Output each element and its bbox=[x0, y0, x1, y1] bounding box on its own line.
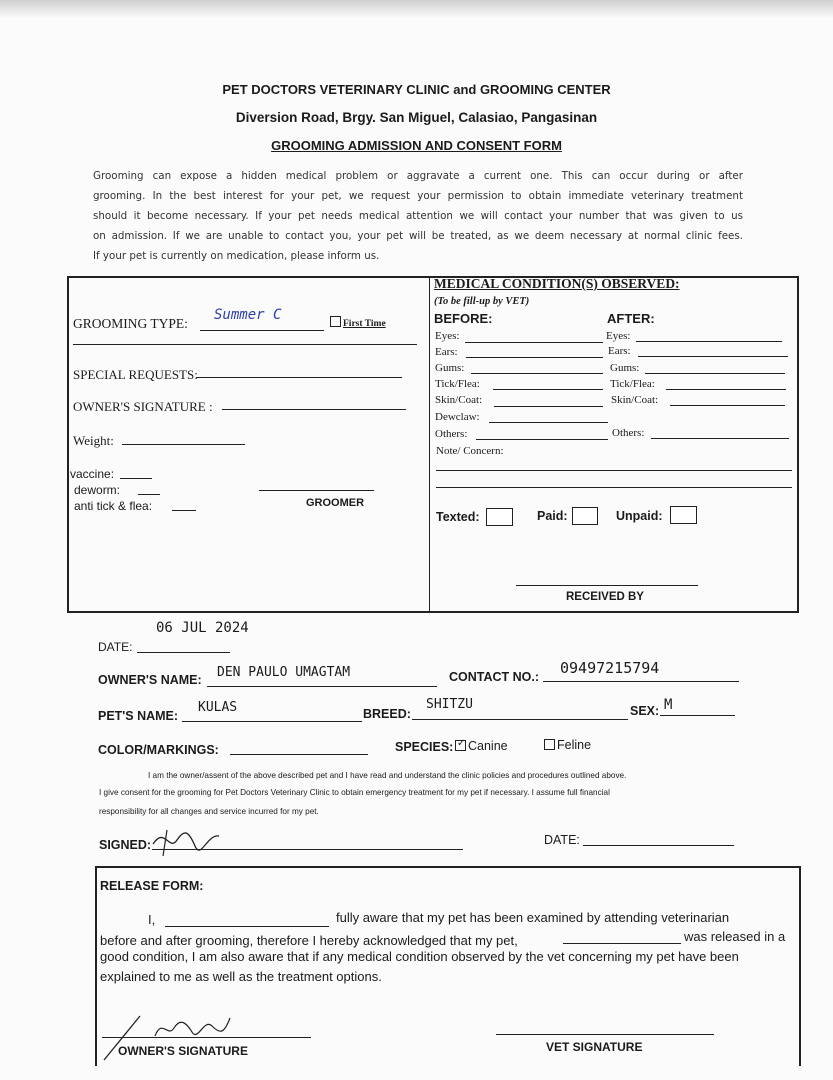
release-line4: explained to me as well as the treatment options. bbox=[100, 969, 382, 984]
consent-line: I am the owner/assent of the above described pet and I have read and understand the clinic policies and procedures outlined above. bbox=[148, 771, 627, 780]
color-markings-label: COLOR/MARKINGS: bbox=[98, 743, 219, 757]
after-skincoat-label: Skin/Coat: bbox=[611, 394, 659, 406]
note-concern-label: Note/ Concern: bbox=[436, 445, 504, 457]
after-label: AFTER: bbox=[607, 311, 655, 326]
after-others-label: Others: bbox=[612, 427, 645, 439]
release-owner-name-field[interactable] bbox=[165, 926, 329, 927]
after-ears-field[interactable] bbox=[638, 356, 788, 357]
special-requests-field[interactable] bbox=[196, 377, 402, 378]
before-eyes-label: Eyes: bbox=[435, 330, 460, 342]
before-dewclaw-field[interactable] bbox=[489, 422, 608, 423]
before-skincoat-label: Skin/Coat: bbox=[435, 394, 483, 406]
sex-label: SEX: bbox=[630, 704, 660, 718]
vaccine-label: vaccine: bbox=[70, 467, 115, 481]
breed-value: SHITZU bbox=[426, 697, 473, 712]
weight-label: Weight: bbox=[73, 433, 114, 448]
deworm-label: deworm: bbox=[74, 483, 121, 497]
before-ears-field[interactable] bbox=[466, 357, 603, 358]
species-canine-option[interactable] bbox=[455, 739, 508, 753]
release-line1-end: fully aware that my pet has been examined by attending veterinarian bbox=[336, 910, 730, 925]
release-pet-name-field[interactable] bbox=[563, 943, 681, 944]
breed-field[interactable] bbox=[412, 719, 628, 720]
after-tickflea-label: Tick/Flea: bbox=[610, 378, 655, 390]
owner-name-label: OWNER'S NAME: bbox=[98, 673, 202, 687]
consent-line: I give consent for the grooming for Pet Doctors Veterinary Clinic to obtain emergency treatment for my pet if necessary. I assume full financial bbox=[99, 788, 610, 797]
before-label: BEFORE: bbox=[434, 311, 493, 326]
form-title: GROOMING ADMISSION AND CONSENT FORM bbox=[271, 138, 562, 153]
clinic-address: Diversion Road, Brgy. San Miguel, Calasiao, Pangasinan bbox=[235, 110, 598, 125]
vet-signature-field[interactable] bbox=[496, 1034, 714, 1035]
consent-date-label: DATE: bbox=[544, 833, 580, 847]
date-value: 06 JUL 2024 bbox=[156, 620, 249, 636]
first-time-label: First Time bbox=[343, 319, 386, 329]
after-tickflea-field[interactable] bbox=[666, 389, 786, 390]
grooming-type-label: GROOMING TYPE: bbox=[73, 316, 188, 331]
pet-name-label: PET'S NAME: bbox=[98, 709, 179, 723]
intro-line: Grooming can expose a hidden medical problem or aggravate a current one. This can occur during or after bbox=[93, 170, 743, 182]
first-time-option[interactable] bbox=[330, 316, 386, 329]
intro-line: If your pet is currently on medication, please inform us. bbox=[93, 250, 380, 262]
release-owner-signature-label: OWNER'S SIGNATURE bbox=[118, 1044, 248, 1058]
feline-checkbox[interactable] bbox=[544, 739, 555, 750]
release-line1-start: I, bbox=[148, 912, 156, 927]
deworm-field[interactable] bbox=[138, 494, 160, 495]
before-skincoat-field[interactable] bbox=[494, 406, 603, 407]
release-line2-end: was released in a bbox=[684, 929, 786, 944]
before-others-label: Others: bbox=[435, 428, 468, 440]
release-title: RELEASE FORM: bbox=[100, 879, 204, 893]
grooming-type-field[interactable] bbox=[200, 330, 324, 331]
release-line2-start: before and after grooming, therefore I hereby acknowledged that my pet, bbox=[100, 933, 518, 948]
antitick-label: anti tick & flea: bbox=[74, 499, 153, 513]
medical-title: MEDICAL CONDITION(S) OBSERVED: bbox=[434, 276, 680, 291]
after-others-field[interactable] bbox=[651, 438, 789, 439]
after-eyes-label: Eyes: bbox=[606, 330, 631, 342]
before-dewclaw-label: Dewclaw: bbox=[435, 411, 480, 423]
special-requests-label: SPECIAL REQUESTS: bbox=[73, 367, 198, 382]
canine-label: Canine bbox=[468, 739, 508, 753]
release-line3: good condition, I am also aware that if any medical condition observed by the vet concerning my pet have been bbox=[100, 949, 739, 964]
texted-label: Texted: bbox=[436, 510, 480, 524]
received-by-field[interactable] bbox=[516, 585, 698, 586]
owner-name-field[interactable] bbox=[207, 686, 437, 687]
vaccine-field[interactable] bbox=[120, 478, 152, 479]
after-eyes-field[interactable] bbox=[636, 341, 782, 342]
owner-signature-label: OWNER'S SIGNATURE : bbox=[73, 399, 213, 414]
contact-field[interactable] bbox=[543, 681, 739, 682]
after-ears-label: Ears: bbox=[608, 345, 631, 357]
before-others-field[interactable] bbox=[476, 439, 608, 440]
groomer-label: GROOMER bbox=[306, 497, 365, 509]
owner-signature-field[interactable] bbox=[222, 409, 406, 410]
sex-field[interactable] bbox=[660, 715, 735, 716]
before-gums-label: Gums: bbox=[435, 362, 465, 374]
pet-name-field[interactable] bbox=[182, 721, 362, 722]
breed-label: BREED: bbox=[363, 707, 411, 721]
before-gums-field[interactable] bbox=[471, 373, 603, 374]
medical-subtitle: (To be fill-up by VET) bbox=[434, 296, 530, 307]
contact-value: 09497215794 bbox=[560, 659, 660, 677]
before-eyes-field[interactable] bbox=[465, 342, 603, 343]
species-label: SPECIES: bbox=[395, 740, 454, 754]
owner-signature-scribble bbox=[145, 822, 225, 862]
vet-signature-label: VET SIGNATURE bbox=[546, 1040, 643, 1054]
after-gums-label: Gums: bbox=[610, 362, 640, 374]
weight-field[interactable] bbox=[122, 444, 245, 445]
color-markings-field[interactable] bbox=[230, 754, 368, 755]
intro-line: should it become necessary. If your pet needs medical attention we will contact your number that was given to us bbox=[93, 210, 743, 222]
contact-label: CONTACT NO.: bbox=[449, 670, 540, 684]
consent-line: responsibility for all changes and service incurred for my pet. bbox=[99, 807, 319, 816]
before-tickflea-field[interactable] bbox=[493, 389, 603, 390]
texted-checkbox[interactable] bbox=[486, 508, 513, 526]
release-signature-scribble bbox=[100, 1008, 240, 1063]
intro-line: on admission. If we are unable to contact you, your pet will be treated, as we deem necessary at normal clinic fees. bbox=[93, 230, 743, 242]
intro-paragraph bbox=[93, 166, 743, 266]
owner-name-value: DEN PAULO UMAGTAM bbox=[217, 665, 351, 680]
date-field[interactable] bbox=[137, 652, 230, 653]
paid-label: Paid: bbox=[537, 509, 568, 523]
scan-top-edge bbox=[0, 0, 833, 18]
date-label: DATE: bbox=[98, 640, 133, 654]
grooming-type-value: Summer C bbox=[214, 307, 282, 323]
unpaid-label: Unpaid: bbox=[616, 509, 663, 523]
clinic-name: PET DOCTORS VETERINARY CLINIC and GROOMING CENTER bbox=[222, 82, 611, 97]
after-gums-field[interactable] bbox=[645, 373, 785, 374]
first-time-checkbox[interactable] bbox=[330, 316, 341, 327]
species-feline-option[interactable] bbox=[544, 738, 591, 752]
unpaid-checkbox[interactable] bbox=[670, 506, 697, 524]
before-ears-label: Ears: bbox=[435, 346, 458, 358]
groomer-signature-field[interactable] bbox=[259, 490, 374, 491]
antitick-field[interactable] bbox=[172, 510, 196, 511]
feline-label: Feline bbox=[557, 738, 592, 752]
grooming-extra-line[interactable] bbox=[73, 344, 417, 345]
intro-line: grooming. In the best interest for your pet, we request your permission to obtain immediate veterinary treatment bbox=[93, 190, 743, 202]
sex-value: M bbox=[664, 697, 673, 713]
paid-checkbox[interactable] bbox=[572, 507, 598, 525]
consent-date-field[interactable] bbox=[583, 845, 734, 846]
after-skincoat-field[interactable] bbox=[670, 405, 785, 406]
pet-name-value: KULAS bbox=[198, 700, 238, 715]
signed-label: SIGNED: bbox=[99, 838, 152, 852]
note-line-2[interactable] bbox=[436, 487, 792, 488]
received-by-label: RECEIVED BY bbox=[566, 591, 644, 603]
note-line-1[interactable] bbox=[436, 470, 792, 471]
before-tickflea-label: Tick/Flea: bbox=[435, 378, 480, 390]
canine-checkbox[interactable]: ✓ bbox=[457, 738, 466, 749]
box-divider bbox=[429, 276, 430, 613]
